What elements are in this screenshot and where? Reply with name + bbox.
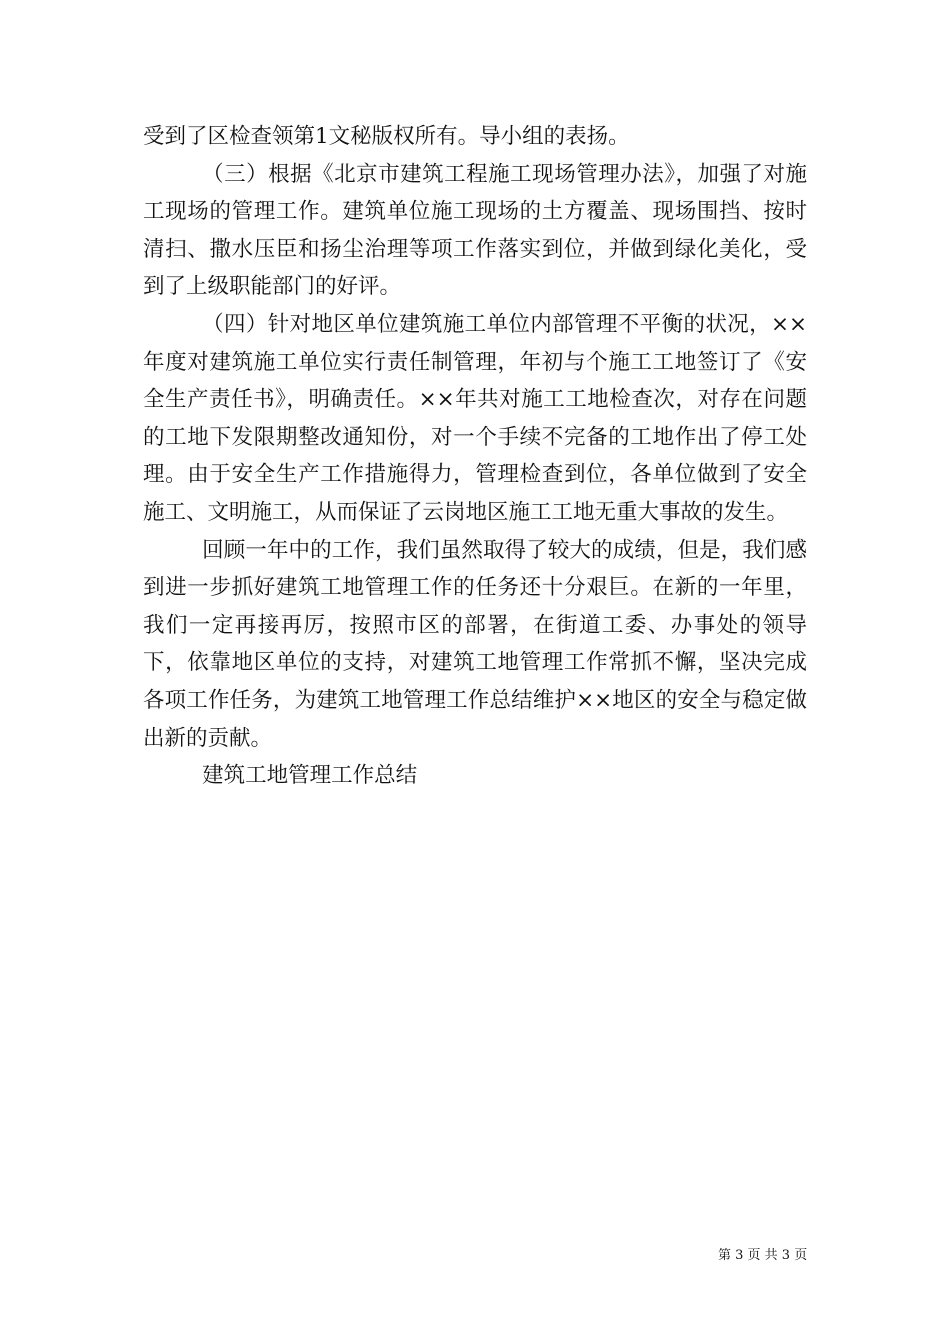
paragraph-review: 回顾一年中的工作，我们虽然取得了较大的成绩，但是，我们感到进一步抓好建筑工地管理工作的任务还十分艰巨。在新的一年里，我们一定再接再厉，按照市区的部署，在街道工委、办事处的领导下，依靠地区单位的支持，对建筑工地管理工作常抓不懈，坚决完成各项工作任务，为建筑工地管理工作总结维护××地区的安全与稳定做出新的贡献。 [143, 537, 807, 751]
document-body [143, 118, 807, 795]
paragraph-continuation: 受到了区检查领第1文秘版权所有。导小组的表扬。 [143, 124, 630, 149]
paragraph-section-three: （三）根据《北京市建筑工程施工现场管理办法》，加强了对施工现场的管理工作。建筑单位施工现场的土方覆盖、现场围挡、按时清扫、撒水压臣和扬尘治理等项工作落实到位，并做到绿化美化，受到了上级职能部门的好评。 [143, 161, 807, 300]
paragraph-section-four: （四）针对地区单位建筑施工单位内部管理不平衡的状况，××年度对建筑施工单位实行责任制管理，年初与个施工工地签订了《安全生产责任书》，明确责任。××年共对施工工地检查次，对存在问题的工地下发限期整改通知份，对一个手续不完备的工地作出了停工处理。由于安全生产工作措施得力，管理检查到位，各单位做到了安全施工、文明施工，从而保证了云岗地区施工工地无重大事故的发生。 [143, 311, 807, 525]
closing-title: 建筑工地管理工作总结 [202, 763, 418, 789]
page-number-footer: 第 3 页 共 3 页 [718, 1248, 808, 1263]
